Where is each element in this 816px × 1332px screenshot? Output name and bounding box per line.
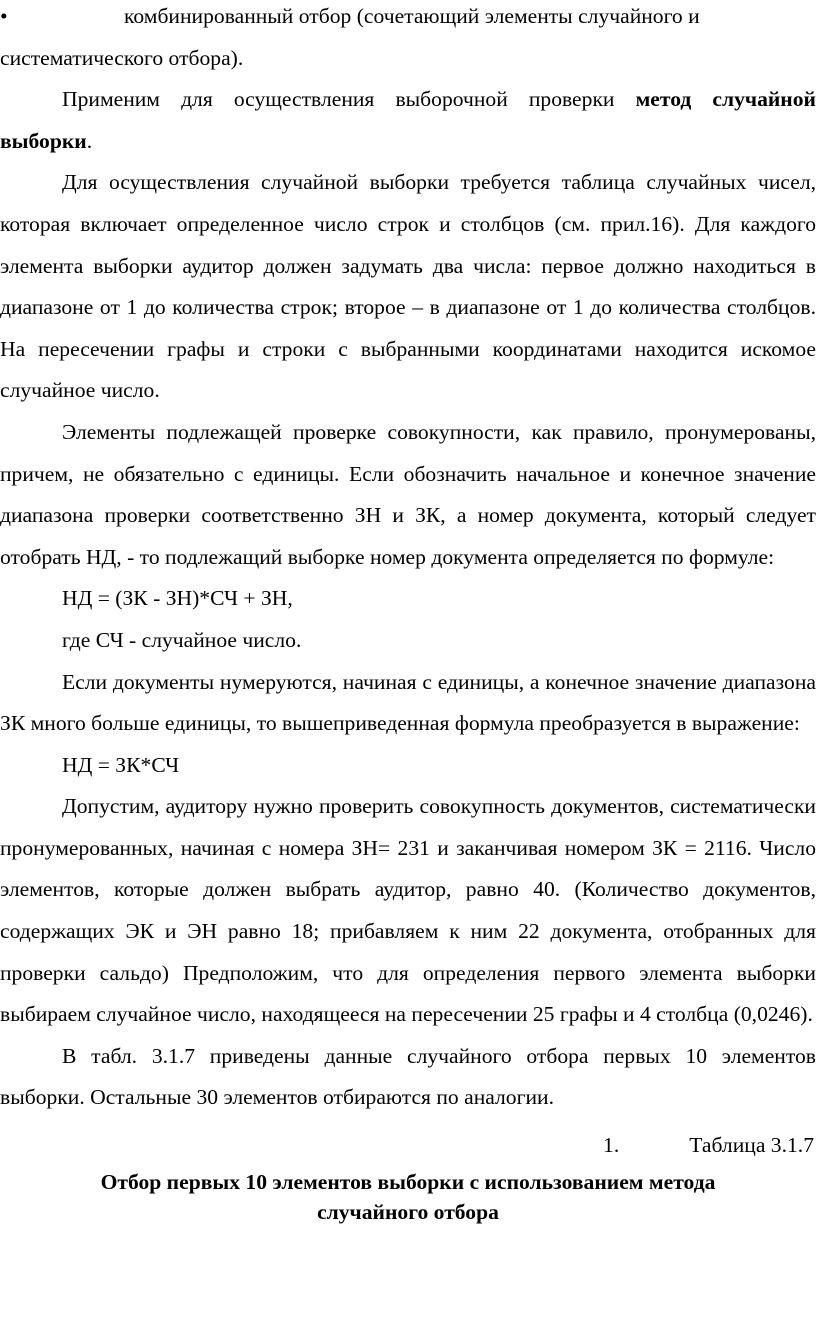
paragraph-method-end: . [86, 128, 93, 153]
method-name: метод случайной выборки [0, 87, 816, 153]
paragraph-random-table: Для осуществления случайной выборки требуется таблица случайных чисел, которая включает определенное число строк и столбцов (см. прил.16). Для каждого элемента выборки аудитор должен задумать два числа: первое должно находиться в диапазоне от 1 до количества строк; второе – в диапазоне от 1 до количества столбцов. На пересечении графы и строки с выбранными координатами находится искомое случайное число. [0, 170, 816, 403]
formula-general: НД = (ЗК - ЗН)*СЧ + ЗН, [62, 586, 293, 611]
paragraph-method-text: Применим для осуществления выборочной проверки [62, 87, 636, 112]
formula-note: где СЧ - случайное число. [62, 627, 302, 652]
paragraph-numbering: Если документы нумеруются, начиная с единицы, а конечное значение диапазона ЗК много больше единицы, то вышеприведенная формула преобразуется в выражение: [0, 669, 816, 736]
bullet-icon: • [0, 4, 8, 28]
table-caption-label [0, 1125, 816, 1167]
formula-simplified: НД = ЗК*СЧ [62, 752, 180, 777]
bullet-item [0, 0, 816, 79]
bullet-text-line2: систематического отбора). [0, 45, 244, 70]
table-caption-text: Таблица 3.1.7 [689, 1133, 814, 1158]
table-caption-number: 1. [603, 1133, 620, 1158]
bullet-text-line1: комбинированный отбор (сочетающий элементы случайного и [124, 4, 700, 28]
paragraph-example: Допустим, аудитору нужно проверить совокупность документов, систематически пронумерованных, начиная с номера ЗН= 231 и заканчивая номером ЗК = 2116. Число элементов, которые должен выбрать аудитор, равно 40. (Количество документов, содержащих ЭК и ЭН равно 18; прибавляем к ним 22 документа, отобранных для проверки сальдо) Предположим, что для определения первого элемента выборки выбираем случайное число, находящееся на пересечении 25 графы и 4 столбца (0,0246). [0, 794, 816, 1027]
table-title: Отбор первых 10 элементов выборки с использованием метода случайного отбора [100, 1169, 716, 1224]
paragraph-elements: Элементы подлежащей проверке совокупности, как правило, пронумерованы, причем, не обязательно с единицы. Если обозначить начальное и конечное значение диапазона проверки соответственно ЗН и ЗК, а номер документа, который следует отобрать НД, - то подлежащий выборке номер документа определяется по формуле: [0, 419, 816, 569]
paragraph-method [0, 79, 816, 162]
paragraph-table-reference: В табл. 3.1.7 приведены данные случайного отбора первых 10 элементов выборки. Остальные 30 элементов отбираются по аналогии. [0, 1043, 816, 1110]
